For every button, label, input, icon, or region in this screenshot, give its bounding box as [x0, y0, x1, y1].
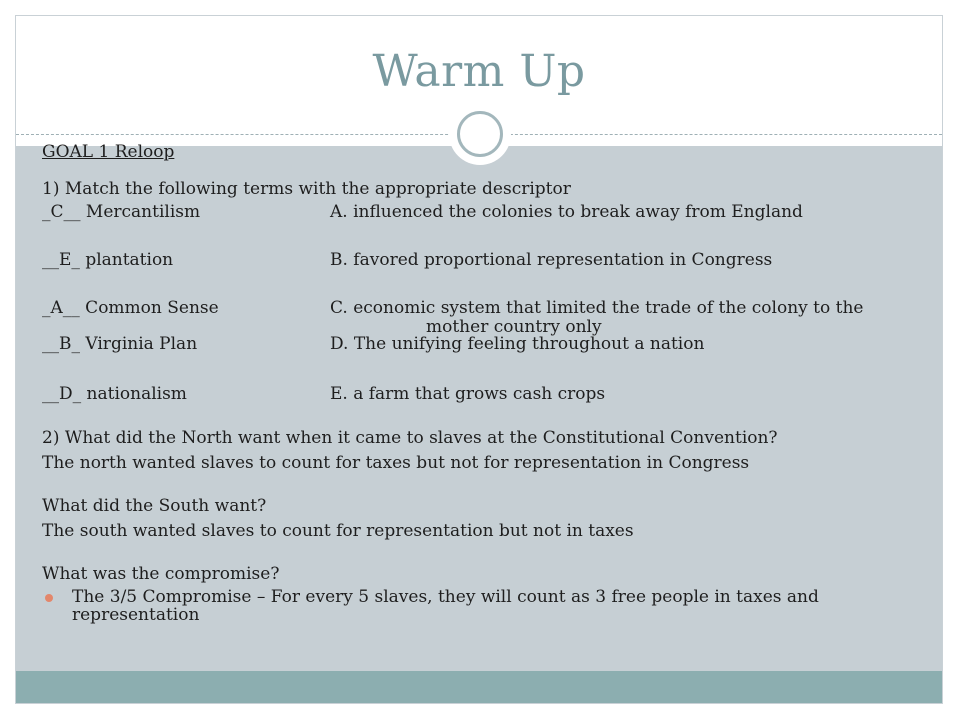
goal-heading: GOAL 1 Reloop [42, 142, 175, 162]
bullet-dot-icon [45, 594, 53, 602]
bullet-text: The 3/5 Compromise – For every 5 slaves, they will count as 3 free people in taxes and representation [72, 587, 819, 625]
match-term: __D_ nationalism [42, 384, 187, 404]
match-row-4 [42, 333, 922, 355]
answer-2: The north wanted slaves to count for taxes but not for representation in Congress [42, 453, 750, 473]
match-descriptor: B. favored proportional representation in Congress [330, 250, 773, 270]
question-4: What was the compromise? [42, 564, 280, 584]
match-row-3 [42, 297, 922, 335]
match-row-2 [42, 249, 922, 271]
answer-3: The south wanted slaves to count for representation but not in taxes [42, 521, 634, 541]
slide-body [42, 141, 922, 625]
match-descriptor: C. economic system that limited the trade of the colony to the [330, 298, 864, 318]
match-descriptor-block [330, 297, 890, 335]
match-descriptor-continued: mother country only [426, 317, 602, 337]
question-1: 1) Match the following terms with the appropriate descriptor [42, 179, 571, 199]
question-3: What did the South want? [42, 496, 267, 516]
bullet-item [42, 588, 922, 624]
question-2: 2) What did the North want when it came to slaves at the Constitutional Convention? [42, 428, 778, 448]
match-descriptor: A. influenced the colonies to break away from England [330, 202, 803, 222]
match-term: _A__ Common Sense [42, 298, 219, 318]
match-term: __E_ plantation [42, 250, 174, 270]
match-row-1 [42, 201, 922, 223]
match-term: __B_ Virginia Plan [42, 334, 198, 354]
match-term: _C__ Mercantilism [42, 202, 201, 222]
match-descriptor: D. The unifying feeling throughout a nation [330, 334, 705, 354]
match-descriptor: E. a farm that grows cash crops [330, 384, 606, 404]
slide-title: Warm Up [372, 46, 586, 97]
match-row-5 [42, 383, 922, 405]
footer-bar [16, 671, 942, 704]
slide [15, 15, 943, 704]
